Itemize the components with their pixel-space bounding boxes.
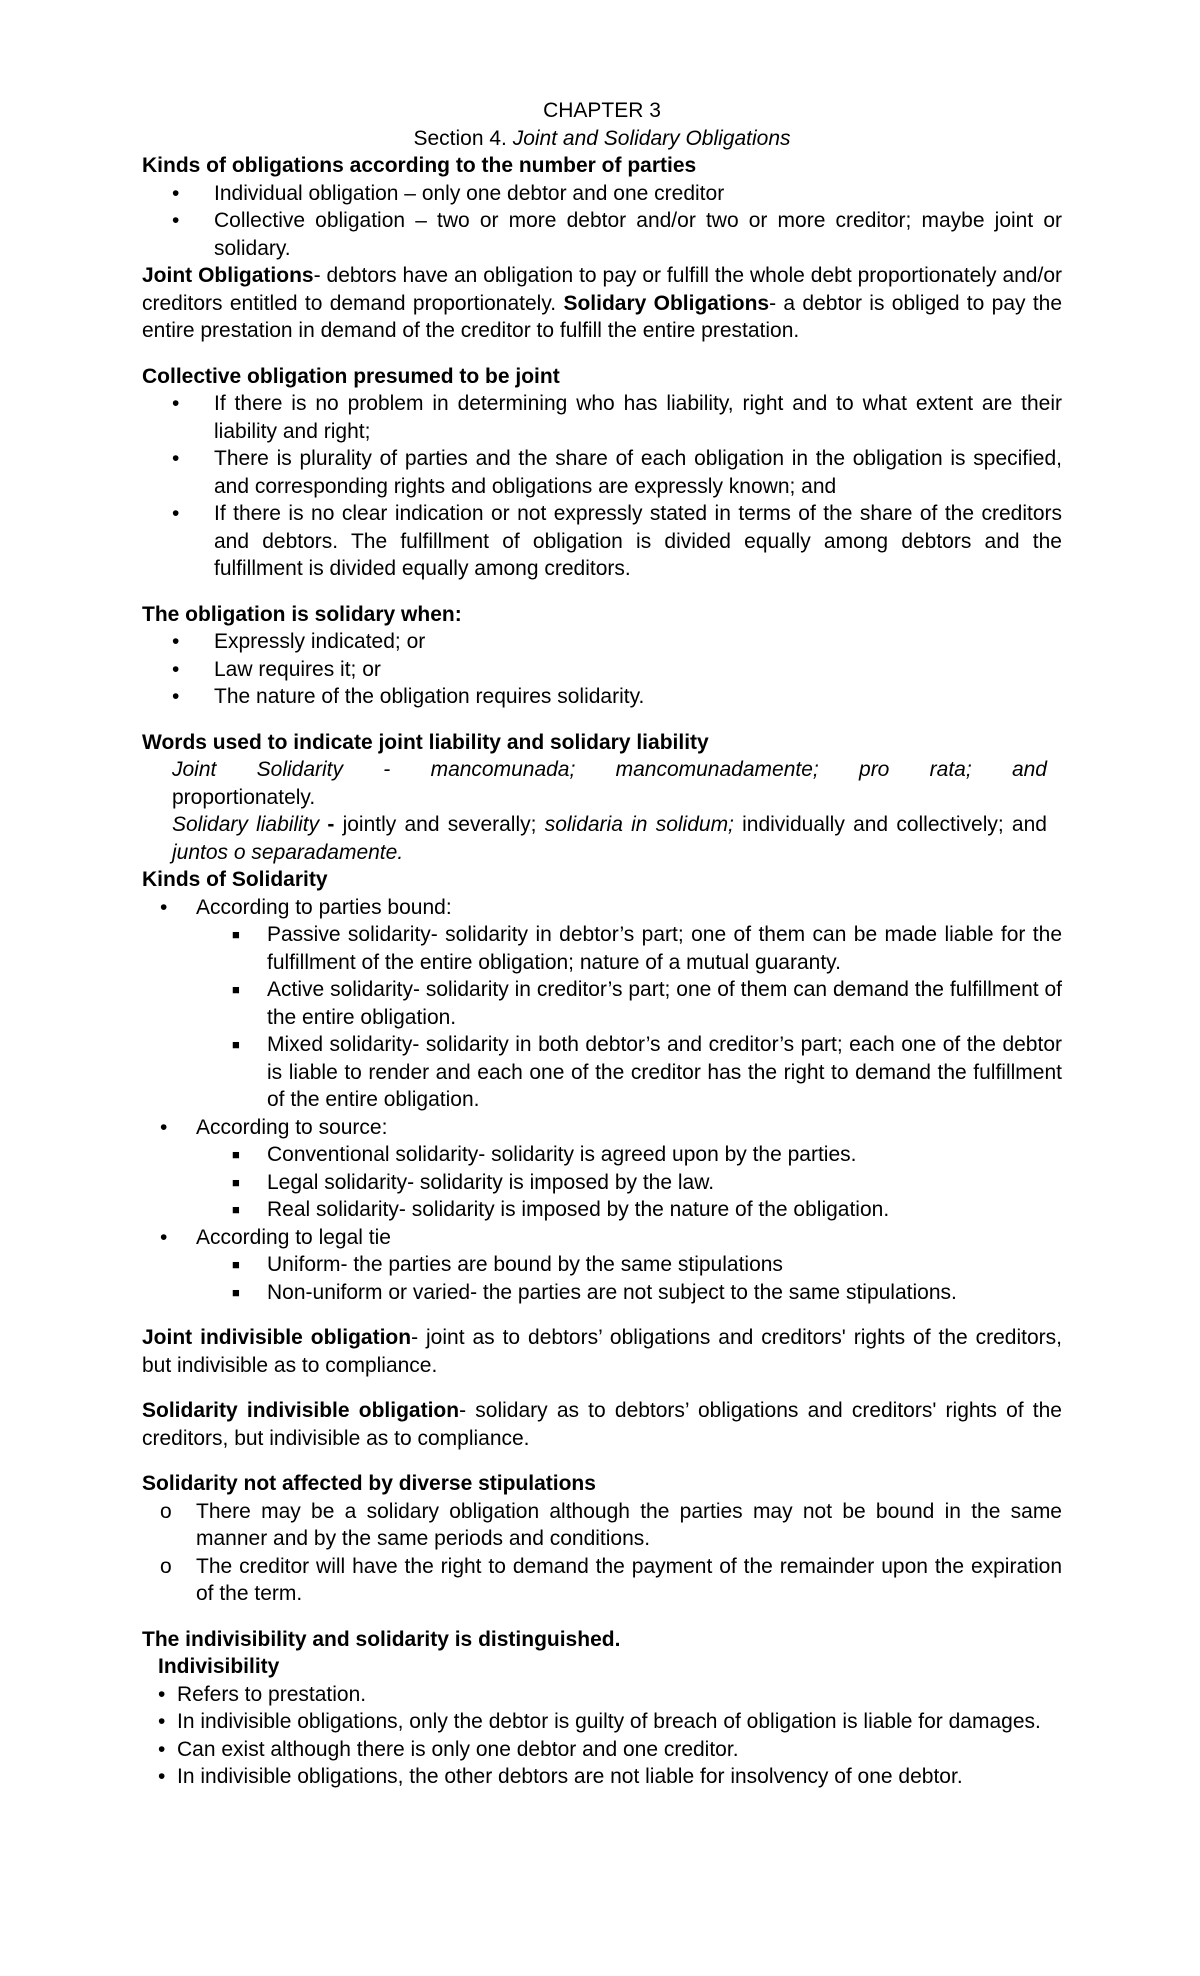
list-item: ■ Real solidarity- solidarity is imposed by the nature of the obligation. [142, 1196, 1062, 1224]
words-used-heading: Words used to indicate joint liability and solidary liability [142, 730, 709, 754]
joint-indivisible-paragraph: Joint indivisible obligation- joint as to debtors’ obligations and creditors' rights of the creditors, but indivisible as to compliance. [142, 1326, 1062, 1377]
solidary-when-list [142, 628, 1062, 711]
list-item: • If there is no problem in determining who has liability, right and to what extent are their liability and right; [172, 392, 1062, 443]
list-item: ■ Conventional solidarity- solidarity is agreed upon by the parties. [142, 1141, 1062, 1169]
list-item: • Refers to prestation. [142, 1681, 1127, 1709]
joint-obligations-definition: Joint Obligations- debtors have an obligation to pay or fulfill the whole debt proportionately and/or creditors entitled to demand proportionately. Solidary Obligations- a debtor is obliged to pay the entire prestation in demand of the creditor to fulfill the entire prestation. [142, 264, 1063, 342]
list-item: o The creditor will have the right to demand the payment of the remainder upon the expiration of the term. [160, 1554, 1062, 1605]
square-bullet-icon: ■ [232, 1147, 240, 1162]
square-bullet-icon: ■ [232, 1202, 240, 1217]
joint-solidarity-line-end: proportionately. [172, 785, 316, 809]
not-affected-list [142, 1498, 1062, 1608]
chapter-heading: CHAPTER 3 [543, 99, 661, 122]
indivisibility-subheading: Indivisibility [158, 1655, 280, 1678]
circle-bullet-icon: o [160, 1499, 172, 1523]
bullet-icon: • [172, 447, 180, 470]
bullet-icon: • [172, 685, 180, 708]
bullet-icon: • [158, 1682, 166, 1706]
kinds-solidarity-heading: Kinds of Solidarity [142, 868, 328, 891]
square-bullet-icon: ■ [232, 1284, 240, 1300]
joint-solidarity-line: Joint Solidarity - mancomunada; mancomunadamente; pro rata; and [172, 758, 1047, 781]
list-item: o There may be a solidary obligation although the parties may not be bound in the same manner and by the same periods and conditions. [160, 1499, 1062, 1550]
bullet-icon: • [172, 209, 180, 232]
list-item: • Can exist although there is only one debtor and one creditor. [142, 1736, 1127, 1764]
not-affected-heading: Solidarity not affected by diverse stipulations [142, 1472, 596, 1495]
solidary-liability-line: Solidary liability - jointly and severally; solidaria in solidum; individually and collectively; and juntos o separadamente. [172, 813, 1047, 864]
square-bullet-icon: ■ [232, 1037, 240, 1052]
distinguished-heading: The indivisibility and solidarity is distinguished. [142, 1627, 621, 1651]
words-used-block [142, 756, 1047, 866]
square-bullet-icon: ■ [232, 1174, 240, 1190]
kinds-solidarity-list [142, 894, 1062, 1307]
kinds-by-parties-list [142, 180, 1062, 263]
section-prefix: Section 4. [413, 126, 507, 150]
circle-bullet-icon: o [160, 1554, 172, 1578]
bullet-icon: • [172, 657, 180, 681]
bullet-icon: • [172, 392, 180, 415]
list-item: ■ Legal solidarity- solidarity is imposed by the law. [142, 1169, 1062, 1197]
solidary-obligations-term: Solidary Obligations [563, 291, 770, 315]
square-bullet-icon: ■ [232, 1257, 240, 1272]
presumed-joint-list [142, 390, 1062, 583]
bullet-icon: • [158, 1710, 166, 1733]
joint-obligations-term: Joint Obligations [142, 264, 314, 287]
solidarity-group-source: • According to source: [142, 1114, 1062, 1142]
bullet-icon: • [160, 895, 168, 919]
solidarity-group-legal-tie: • According to legal tie [142, 1224, 1062, 1252]
list-item: • If there is no clear indication or not expressly stated in terms of the share of the creditors and debtors. The fulfillment of obligation is divided equally among debtors and the fulfillment is divided equally among creditors. [172, 502, 1062, 580]
list-item: • There is plurality of parties and the share of each obligation in the obligation is specified, and corresponding rights and obligations are expressly known; and [172, 447, 1062, 498]
section-heading [142, 125, 1062, 153]
square-bullet-icon: ■ [232, 982, 240, 997]
bullet-icon: • [160, 1225, 168, 1249]
joint-indivisible-term: Joint indivisible obligation [142, 1326, 412, 1349]
section-title: Joint and Solidary Obligations [512, 126, 791, 150]
list-item: ■ Mixed solidarity- solidarity in both debtor’s and creditor’s part; each one of the debtor is liable to render and each one of the creditor has the right to demand the fulfillment of the entire obligation. [232, 1033, 1062, 1111]
presumed-joint-heading: Collective obligation presumed to be joint [142, 364, 560, 388]
list-item: ■ Uniform- the parties are bound by the same stipulations [142, 1251, 1062, 1279]
bullet-icon: • [172, 181, 180, 205]
square-bullet-icon: ■ [232, 927, 240, 942]
bullet-icon: • [158, 1765, 166, 1788]
solidarity-group-parties: • According to parties bound: [142, 894, 1062, 922]
list-item: • Collective obligation – two or more debtor and/or two or more creditor; maybe joint or solidary. [172, 209, 1062, 260]
list-item: ■ Non-uniform or varied- the parties are not subject to the same stipulations. [142, 1279, 1062, 1307]
list-item: • In indivisible obligations, only the debtor is guilty of breach of obligation is liable for damages. [142, 1708, 1127, 1736]
solidarity-indivisible-term: Solidarity indivisible obligation [142, 1399, 460, 1422]
solidarity-indivisible-paragraph: Solidarity indivisible obligation- solidary as to debtors’ obligations and creditors' rights of the creditors, but indivisible as to compliance. [142, 1399, 1062, 1450]
list-item: • The nature of the obligation requires solidarity. [142, 683, 1062, 711]
list-item: • Law requires it; or [142, 656, 1062, 684]
bullet-icon: • [160, 1115, 168, 1139]
document-page [142, 97, 1062, 1791]
kinds-by-parties-heading: Kinds of obligations according to the number of parties [142, 154, 697, 177]
list-item: • Individual obligation – only one debtor and one creditor [142, 180, 1062, 208]
bullet-icon: • [172, 502, 180, 525]
list-item: • Expressly indicated; or [142, 628, 1062, 656]
solidary-when-heading: The obligation is solidary when: [142, 602, 462, 626]
list-item: • In indivisible obligations, the other debtors are not liable for insolvency of one debtor. [142, 1763, 1127, 1791]
bullet-icon: • [172, 630, 180, 653]
indivisibility-list [142, 1681, 1127, 1791]
bullet-icon: • [158, 1737, 166, 1761]
list-item: ■ Active solidarity- solidarity in creditor’s part; one of them can demand the fulfillment of the entire obligation. [232, 978, 1062, 1029]
list-item: ■ Passive solidarity- solidarity in debtor’s part; one of them can be made liable for the fulfillment of the entire obligation; nature of a mutual guaranty. [232, 923, 1062, 974]
